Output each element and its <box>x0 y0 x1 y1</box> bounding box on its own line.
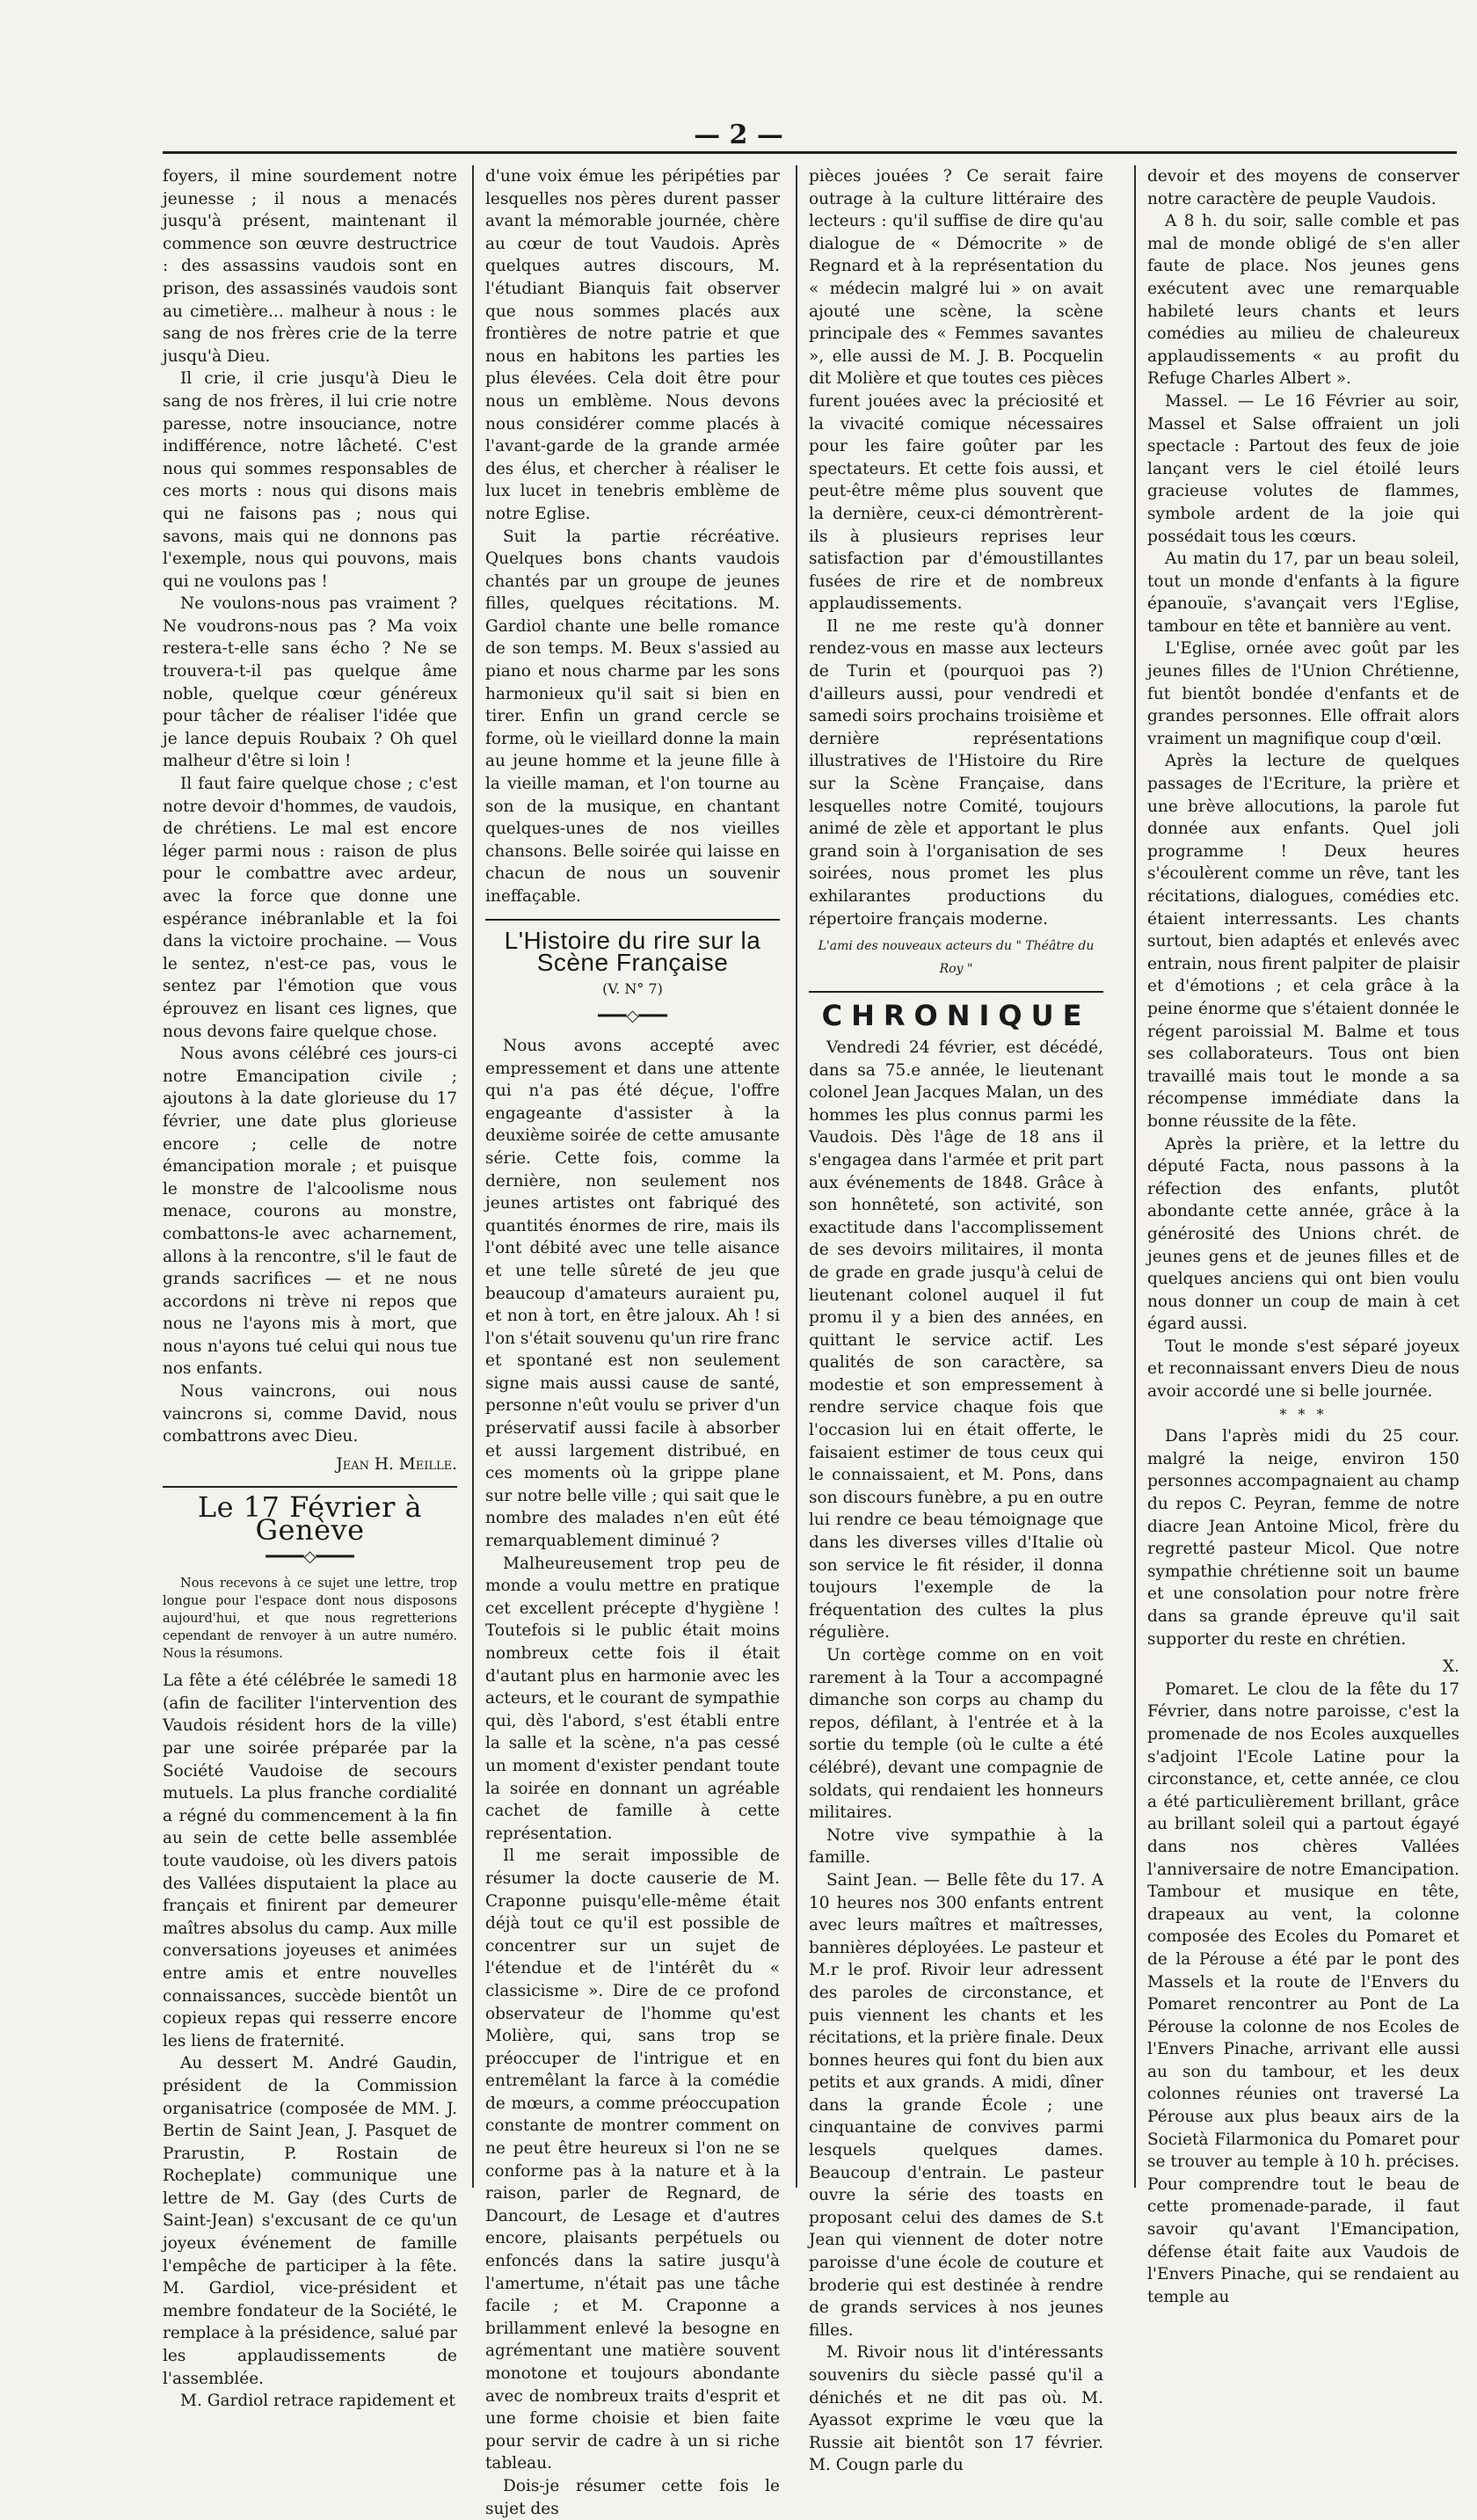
column-4 <box>1147 165 1459 2308</box>
paragraph: Il ne me reste qu'à donner rendez-vous en masse aux lecteurs de Turin et (pourquoi pas ?) d'ailleurs aussi, pour vendredi et samedi soirs prochains troisième et dernière représentations illustratives de l'Histoire du Rire sur la Scène Française, dans lesquelles notre Comité, toujours animé de zèle et apportant le plus grand soin à l'organisation de ses soirées, nous promet les plus exhilarantes productions du répertoire français moderne. <box>809 616 1103 929</box>
paragraph: Dois-je résumer cette fois le sujet des <box>485 2476 780 2518</box>
paragraph: L'Eglise, ornée avec goût par les jeunes filles de l'Union Chrétienne, fut bientôt bondée d'enfants et de grandes personnes. Elle offrait alors vraiment un magnifique coup d'œil. <box>1147 639 1459 748</box>
paragraph: La fête a été célébrée le samedi 18 (afin de faciliter l'intervention des Vaudois résident hors de la ville) par une soirée préparée par la Société Vaudoise de secours mutuels. La plus franche cordialité a régné du commencement à la fin au sein de cette belle assemblée toute vaudoise, où les divers patois des Vallées disputaient la place au français et finirent par demeurer maîtres absolus du camp. Aux mille conversations joyeuses et animées entre amis et entre nouvelles connaissances, succède bientôt un copieux repas qui resserre encore les liens de fraternité. <box>163 1672 457 2050</box>
paragraph: pièces jouées ? Ce serait faire outrage à la culture littéraire des lecteurs : qu'il suffise de dire qu'au dialogue de « Démocrite » de Regnard et à la représentation du « médecin malgré lui » on avait ajouté une scène, la scène principale des « Femmes savantes », elle aussi de M. J. B. Pocquelin dit Molière et que toutes ces pièces furent jouées avec la préciosité et la vivacité comique nécessaires pour les faire goûter par les spectateurs. Et cette fois aussi, et peut-être même plus souvent que la dernière, ceux-ci démontrèrent-ils à plusieurs reprises leur satisfaction par d'émoustillantes fusées de rire et de nombreux applaudissements. <box>809 167 1103 614</box>
paragraph: A 8 h. du soir, salle comble et pas mal de monde obligé de s'en aller faute de place. Nos jeunes gens exécutent avec une remarquable habileté leurs chants et leurs comédies au milieu de chaleureux applaudissements « au profit du Refuge Charles Albert ». <box>1147 212 1459 389</box>
paragraph: Il faut faire quelque chose ; c'est notre devoir d'hommes, de vaudois, de chrétiens. Le mal est encore léger parmi nous : raison de plus pour le combattre avec ardeur, avec la force que donne une espérance inébranlable et la foi dans la victoire prochaine. — Vous le sentez, n'est-ce pas, vous le sentez par l'émotion que vous éprouvez en lisant ces lignes, que nous devons faire quelque chose. <box>163 775 457 1041</box>
section-stars: * * * <box>1279 1405 1328 1423</box>
paragraph: M. Gardiol retrace rapidement et <box>180 2392 455 2411</box>
page-number: — 2 — <box>694 120 783 150</box>
ornament-icon: ━━━◇━━━ <box>598 1007 667 1026</box>
paragraph: Après la prière, et la lettre du député Facta, nous passons à la réfection des enfants, plutôt abondante cette année, grâce à la générosité des Unions chrét. de jeunes gens et de jeunes filles et de quelques anciens qui ont bien voulu nous donner un coup de main à cet égard aussi. <box>1147 1134 1459 1334</box>
ornament-icon: ━━━━◇━━━━ <box>266 1547 354 1566</box>
paragraph: Après la lecture de quelques passages de l'Ecriture, la prière et une brève allocutions, la parole fut donnée aux enfants. Quel joli programme ! Deux heures s'écoulèrent comme un rêve, tant les récitations, dialogues, comédies etc. étaient interressants. Les chants surtout, bien adaptés et enlevés avec entrain, nous firent palpiter de plaisir et d'émotions ; et cela grâce à la peine énorme que s'étaient donnée le régent paroissial M. Balme et tous ses collaborateurs. Tous ont bien travaillé mais tout le monde a sa récompense immédiate dans la bonne réussite de la fête. <box>1147 752 1459 1131</box>
paragraph: Il me serait impossible de résumer la docte causerie de M. Craponne puisqu'elle-même était déjà tout ce qu'il est possible de concentrer sur un sujet de l'étendue et de l'intérêt du « classicisme ». Dire de ce profond observateur de l'homme qu'est Molière, qui, sans trop se préoccuper de l'intrigue et en entremêlant la farce à la comédie de mœurs, a comme préoccupation constante de montrer comment on ne peut être heureux si l'on ne se conforme pas à la nature et à la raison, parler de Regnard, de Dancourt, de Lesage et d'autres encore, plaisants perpétuels ou enfoncés dans la satire jusqu'à l'amertume, n'était pas une tâche facile ; et M. Craponne a brillamment enlevé la besogne en agrémentant une matière souvent monotone et toujours abondante avec de nombreux traits d'esprit et une forme choisie et bien faite pour servir de cadre à un si riche tableau. <box>485 1846 780 2473</box>
paragraph: Il crie, il crie jusqu'à Dieu le sang de nos frères, il lui crie notre paresse, notre insouciance, notre indifférence, notre lâcheté. C'est nous qui sommes responsables de ces morts : nous qui disons mais qui ne faisons pas ; nous qui savons, mais qui ne donnons pas l'exemple, nous qui pouvons, mais qui ne voulons pas ! <box>163 369 457 591</box>
paragraph: Nous vaincrons, oui nous vaincrons si, comme David, nous combattrons avec Dieu. <box>163 1382 457 1446</box>
article-subtitle: (V. N° 7) <box>602 980 663 997</box>
section-title: CHRONIQUE <box>821 999 1091 1033</box>
paragraph: Pomaret. Le clou de la fête du 17 Février, dans notre paroisse, c'est la promenade de nos Ecoles auxquelles s'adjoint l'Ecole Latine pour la circonstance, et, cette année, ce clou a été particulièrement brillant, grâce au brillant soleil qui a partout égayé dans nos chères Vallées l'anniversaire de notre Emancipation. Tambour et musique en tête, drapeaux au vent, la colonne composée des Ecoles du Pomaret et de la Pérouse a été par le pont des Massels et la route de l'Envers du Pomaret rencontrer au Pont de La Pérouse la colonne de nos Ecoles de l'Envers Pinache, arrivant elle aussi au son du tambour, et les deux colonnes réunies ont traversé La Pérouse aux plus beaux airs de la Società Filarmonica du Pomaret pour se trouver au temple à 10 h. précises. Pour comprendre tout le beau de cette promenade-parade, il faut savoir qu'avant l'Emancipation, défense était faite aux Vaudois de l'Envers Pinache, qui se rendaient au temple au <box>1147 1679 1459 2306</box>
article-title: Le 17 Février à Genève <box>197 1490 423 1548</box>
paragraph: Au dessert M. André Gaudin, président de la Commission organisatrice (composée de MM. J. Bertin de Saint Jean, J. Pasquet de Prarustin, P. Rostain de Rocheplate) communique une lettre de M. Gay (des Curts de Saint-Jean) s'excusant de ce qu'un joyeux événement de famille l'empêche de participer à la fête. M. Gardiol, vice-président et membre fondateur de la Société, le remplace à la présidence, salué par les applaudissements de l'assemblée. <box>163 2054 457 2388</box>
column-2 <box>485 165 780 2520</box>
column-divider <box>1134 165 1136 2188</box>
paragraph: Au matin du 17, par un beau soleil, tout un monde d'enfants à la figure épanouïe, s'avançait vers l'Eglise, tambour en tête et bannière au vent. <box>1147 550 1459 636</box>
column-1 <box>163 165 457 2413</box>
attribution: L'ami des nouveaux acteurs du " Théâtre du Roy " <box>818 939 1095 976</box>
paragraph: Massel. — Le 16 Février au soir, Massel et Salse offraient un joli spectacle : Partout des feux de joie lançant vers le ciel étoilé leurs gracieuse volutes de flammes, symbole ardent de la joie qui possédait tous les cœurs. <box>1147 391 1459 546</box>
article-separator <box>809 991 1103 993</box>
paragraph: Saint Jean. — Belle fête du 17. A 10 heures nos 300 enfants entrent avec leurs maîtres et maîtresses, bannières déployées. Le pasteur et M.r le prof. Rivoir leur adressent des paroles de circonstance, et puis viennent les chants et les récitations, et la prière finale. Deux bonnes heures qui font du bien aux petits et aux grands. A midi, dîner dans la grande École ; une cinquantaine de convives parmi lesquels quelques dames. Beaucoup d'entrain. Le pasteur ouvre la série des toasts en proposant celui des dames de S.t Jean qui viennent de doter notre paroisse d'une école de couture et broderie qui est destinée à rendre de grands services à nos jeunes filles. <box>809 1870 1103 2340</box>
paragraph: foyers, il mine sourdement notre jeunesse ; il nous a menacés jusqu'à présent, maintenant il commence son œuvre destructrice : des assassins vaudois sont en prison, des assassinés vaudois sont au cimetière... malheur à nous : le sang de nos frères crie de la terre jusqu'à Dieu. <box>163 167 457 366</box>
paragraph: Malheureusement trop peu de monde a voulu mettre en pratique cet excellent précepte d'hygiène ! Toutefois si le public était moins nombreux cette fois il était d'autant plus en harmonie avec les acteurs, et le courant de sympathie qui, dès l'abord, s'est établi entre la salle et la scène, n'a pas cessé un moment d'exister pendant toute la soirée en donnant un agréable cachet de famille à cette représentation. <box>485 1554 780 1843</box>
paragraph: Dans l'après midi du 25 cour. malgré la neige, environ 150 personnes accompagnaient au champ du repos C. Peyran, femme de notre diacre Jean Antoine Micol, frère du regretté pasteur Micol. Que notre sympathie chrétienne soit un baume et une consolation pour notre frère dans sa grande épreuve qu'il sait supporter du reste en chrétien. <box>1147 1427 1459 1649</box>
paragraph: Vendredi 24 février, est décédé, dans sa 75.e année, le lieutenant colonel Jean Jacques Malan, un des hommes les plus connus parmi les Vaudois. Dès l'âge de 18 ans il s'engagea dans l'armée et prit part aux événements de 1848. Grâce à son honnêteté, son activité, son exactitude dans l'accomplissement de ses devoirs militaires, il monta de grade en grade jusqu'à celui de lieutenant colonel auquel il fut promu il y a bien des années, en quittant le service actif. Les qualités de son caractère, sa modestie et son empressement à rendre service chaque fois que l'occasion lui en était offerte, le faisaient estimer de tous ceux qui le connaissaient, et M. Pons, dans son discours funèbre, a pu en outre lui rendre ce beau témoignage que dans les diverses villes d'Italie où son service le fit résider, il donna toujours l'exemple de la fréquentation des cultes la plus régulière. <box>809 1038 1103 1642</box>
paragraph: M. Rivoir nous lit d'intéressants souvenirs du siècle passé qu'il a dénichés et ne dit pas où. M. Ayassot exprime le vœu que la Russie ait bientôt son 17 février. M. Cougn parle du <box>809 2343 1103 2475</box>
editor-note: Nous recevons à ce sujet une lettre, trop longue pour l'espace dont nous disposons aujourd'hui, et que nous regretterions cependant de renvoyer à un autre numéro. Nous la résumons. <box>163 1577 457 1662</box>
paragraph: Ne voulons-nous pas vraiment ? Ne voudrons-nous pas ? Ma voix restera-t-elle sans écho ? Ne se trouvera-t-il pas quelque âme noble, quelque cœur généreux pour tâcher de réaliser l'idée que je lance depuis Roubaix ? Oh quel malheur d'être si loin ! <box>163 594 457 771</box>
article-title: L'Histoire du rire sur la Scène Française <box>504 926 761 977</box>
article-separator <box>485 919 780 921</box>
paragraph: Notre vive sympathie à la famille. <box>809 1825 1103 1868</box>
paragraph: Un cortège comme on en voit rarement à la Tour a accompagné dimanche son corps au champ du repos, défilant, à l'entrée et à la sortie du temple (où le culte a été célébré), devant une compagnie de soldats, qui rendaient les honneurs militaires. <box>809 1646 1103 1823</box>
paragraph: Tout le monde s'est séparé joyeux et reconnaissant envers Dieu de nous avoir accordé une si belle journée. <box>1147 1336 1459 1402</box>
paragraph: Nous avons accepté avec empressement et dans une attente qui n'a pas été déçue, l'offre engageante d'assister à la deuxième soirée de cette amusante série. Cette fois, comme la dernière, non seulement nos jeunes artistes ont fabriqué des quantités énormes de rire, mais ils l'ont débité avec une telle aisance et une telle sûreté de jeu que beaucoup d'amateurs auraient pu, et non à tort, en être jaloux. Ah ! si l'on s'était souvenu qu'un rire franc et spontané est non seulement signe mais aussi cause de santé, personne n'eût voulu se priver d'un préservatif aussi facile à absorber et aussi largement distribué, en ces moments où la grippe plane sur notre belle ville ; qui sait que le nombre des malades n'en eût été remarquablement diminué ? <box>485 1036 780 1551</box>
header-rule <box>163 151 1457 154</box>
author-signature: Jean H. Meille. <box>336 1454 457 1474</box>
column-divider <box>472 165 474 2188</box>
paragraph: Nous avons célébré ces jours-ci notre Emancipation civile ; ajoutons à la date glorieuse du 17 février, une date plus glorieuse encore ; celle de notre émancipation morale ; et puisque le monstre de l'alcoolisme nous menace, courons au monstre, combattons-le avec acharnement, allons à la rencontre, s'il le faut de grands sacrifices — et ne nous accordons ni trève ni repos que nous ne l'ayons mis à mort, que nous n'ayons tué celui qui nous tue nos enfants. <box>163 1045 457 1379</box>
paragraph: d'une voix émue les péripéties par lesquelles nos pères durent passer avant la mémorable journée, chère au cœur de tout Vaudois. Après quelques autres discours, M. l'étudiant Bianquis fait observer que nous sommes placés aux frontières de notre patrie et que nous en habitons les parties les plus élevées. Cela doit être pour nous un emblème. Nous devons nous considérer comme placés à l'avant-garde de la grande armée des élus, et chercher à réaliser le lux lucet in tenebris emblème de notre Eglise. <box>485 167 780 523</box>
signoff: X. <box>1442 1657 1459 1677</box>
paragraph: devoir et des moyens de conserver notre caractère de peuple Vaudois. <box>1147 167 1459 208</box>
column-3 <box>809 165 1103 2477</box>
paragraph: Suit la partie récréative. Quelques bons chants vaudois chantés par un groupe de jeunes filles, quelques récitations. M. Gardiol chante une belle romance de son temps. M. Beux s'assied au piano et nous charme par les sons harmonieux qu'il sait si bien en tirer. Enfin un grand cercle se forme, où le vieillard donne la main au jeune homme et la jeune fille à la vieille maman, et l'on tourne au son de la musique, en chantant quelques-unes de nos vieilles chansons. Belle soirée qui laisse en chacun de nous un souvenir ineffaçable. <box>485 527 780 906</box>
article-separator <box>163 1486 457 1488</box>
column-divider <box>796 165 797 2188</box>
